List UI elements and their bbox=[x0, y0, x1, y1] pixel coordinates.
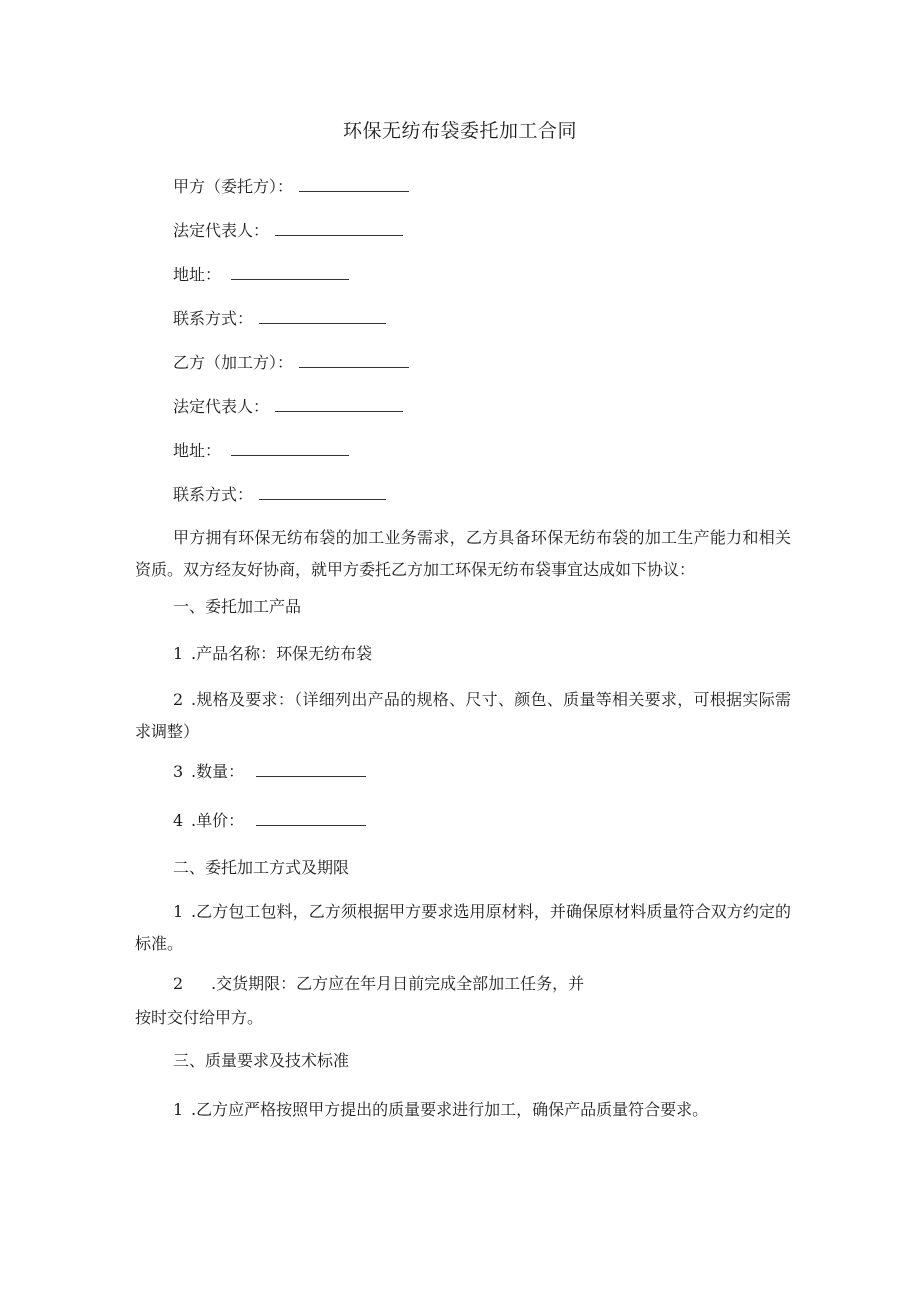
party-b-blank[interactable] bbox=[299, 353, 409, 368]
party-a-rep-label: 法定代表人： bbox=[173, 221, 270, 240]
item-text: .单价： bbox=[191, 811, 245, 830]
intro-paragraph: 甲方拥有环保无纺布袋的加工业务需求，乙方具备环保无纺布袋的加工生产能力和相关资质。双方经友好协商，就甲方委托乙方加工环保无纺布袋事宜达成如下协议： bbox=[135, 528, 791, 579]
section-1-item-2 bbox=[135, 684, 791, 748]
party-a-addr-field bbox=[173, 265, 349, 285]
item-number: 3 bbox=[173, 762, 184, 781]
item-number: 1 bbox=[173, 1100, 184, 1119]
item-number: 1 bbox=[173, 902, 184, 921]
party-b-contact-field bbox=[173, 485, 386, 505]
item-text: .产品名称：环保无纺布袋 bbox=[191, 644, 373, 663]
section-1-item-1 bbox=[135, 638, 791, 670]
party-a-label: 甲方（委托方）： bbox=[173, 177, 294, 196]
section-2-heading: 二、委托加工方式及期限 bbox=[173, 858, 350, 877]
party-b-addr-blank[interactable] bbox=[231, 441, 349, 456]
party-b-field bbox=[173, 353, 409, 373]
party-a-addr-label: 地址： bbox=[173, 265, 222, 284]
party-b-addr-label: 地址： bbox=[173, 441, 222, 460]
party-b-label: 乙方（加工方）： bbox=[173, 353, 294, 372]
party-a-blank[interactable] bbox=[299, 177, 409, 192]
section-3-item-1 bbox=[135, 1094, 791, 1126]
party-b-rep-label: 法定代表人： bbox=[173, 397, 270, 416]
party-a-contact-label: 联系方式： bbox=[173, 309, 254, 328]
party-a-field bbox=[173, 177, 409, 197]
party-a-contact-blank[interactable] bbox=[259, 309, 386, 324]
item-text: .乙方包工包料，乙方须根据甲方要求选用原材料，并确保原材料质量符合双方约定的标准。 bbox=[135, 902, 791, 953]
section-2-item-2 bbox=[135, 968, 791, 1000]
item-number: 2 bbox=[173, 974, 184, 993]
section-1-heading: 一、委托加工产品 bbox=[173, 597, 302, 616]
document-title: 环保无纺布袋委托加工合同 bbox=[342, 120, 577, 142]
section-2-item-2-continued: 按时交付给甲方。 bbox=[135, 1008, 264, 1027]
item-number: 4 bbox=[173, 811, 184, 830]
item-number: 1 bbox=[173, 644, 184, 663]
party-b-rep-field bbox=[173, 397, 403, 417]
item-text: .交货期限：乙方应在年月日前完成全部加工任务，并 bbox=[211, 974, 585, 993]
section-1-item-4 bbox=[135, 805, 791, 837]
party-b-contact-blank[interactable] bbox=[259, 485, 386, 500]
party-a-rep-field bbox=[173, 221, 403, 241]
item-text: .乙方应严格按照甲方提出的质量要求进行加工，确保产品质量符合要求。 bbox=[191, 1100, 709, 1119]
section-1-item-3 bbox=[135, 756, 791, 788]
section-2-item-1 bbox=[135, 896, 791, 960]
item-number: 2 bbox=[173, 690, 184, 709]
party-b-addr-field bbox=[173, 441, 349, 461]
party-a-addr-blank[interactable] bbox=[231, 265, 349, 280]
party-b-contact-label: 联系方式： bbox=[173, 485, 254, 504]
party-b-rep-blank[interactable] bbox=[275, 397, 403, 412]
item-text: .规格及要求：（详细列出产品的规格、尺寸、颜色、质量等相关要求，可根据实际需求调整） bbox=[135, 690, 791, 741]
unit-price-blank[interactable] bbox=[256, 811, 366, 826]
party-a-contact-field bbox=[173, 309, 386, 329]
section-3-heading: 三、质量要求及技术标准 bbox=[173, 1051, 350, 1070]
item-text: .数量： bbox=[191, 762, 245, 781]
party-a-rep-blank[interactable] bbox=[275, 221, 403, 236]
quantity-blank[interactable] bbox=[256, 762, 366, 777]
